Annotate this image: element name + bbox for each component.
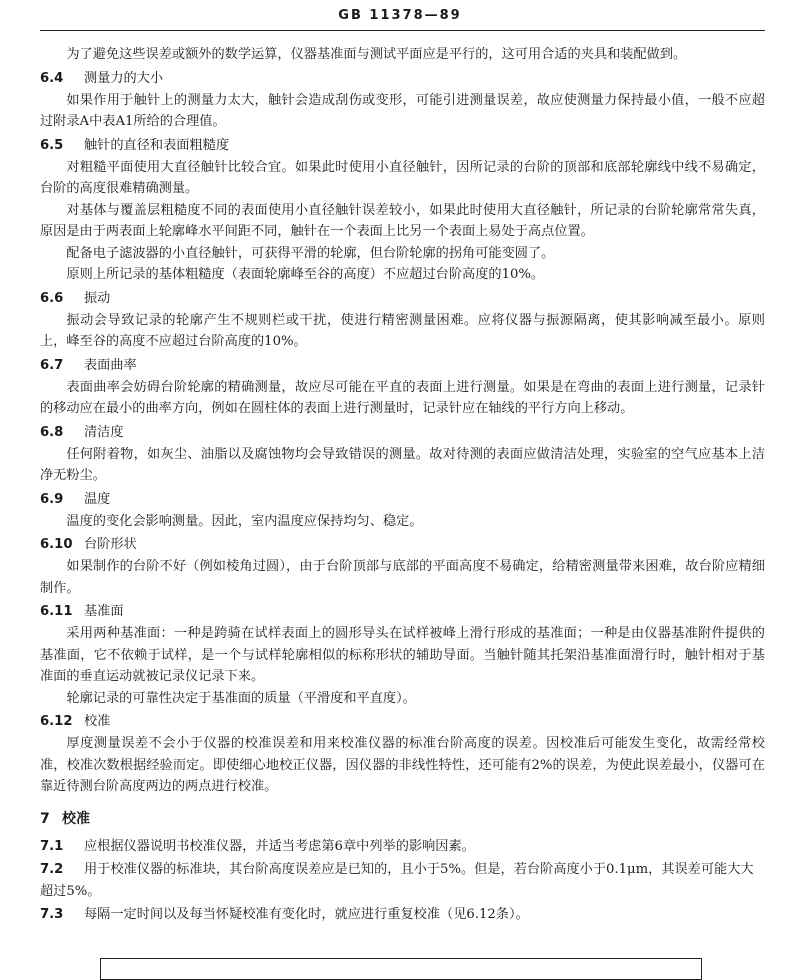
section-6-9 [40,489,765,533]
section-6-5 [40,135,765,286]
section-paragraph: 厚度测量误差不会小于仪器的校准误差和用来校准仪器的标准台阶高度的误差。因校准后可能发生变化，故需经常校准，校准次数根据经验而定。即使细心地校正仪器，因仪器的非线性特性，还可能有2%的误差，为使此误差最小，仪器可在靠近待测台阶高度两边的两点进行校准。 [40,736,765,794]
section-heading: 6.10 台阶形状 [40,537,137,552]
section-paragraph: 采用两种基准面：一种是跨骑在试样表面上的圆形导头在试样被峰上滑行形成的基准面；一种是由仪器基准附件提供的基准面，它不依赖于试样，是一个与试样轮廓相似的标称形状的辅助导面。当触针随其托架沿基准面滑行时，触针相对于基准面的垂直运动就被记录仪记录下来。 [40,626,765,684]
section-heading: 6.8 清洁度 [40,424,124,440]
section-paragraph: 如果作用于触针上的测量力太大，触针会造成刮伤或变形，可能引进测量误差，故应使测量力保持最小值，一般不应超过附录A中表A1所给的合理值。 [40,92,765,129]
section-paragraph: 温度的变化会影响测量。因此，室内温度应保持均匀、稳定。 [66,513,423,529]
section-paragraph: 表面曲率会妨碍台阶轮廓的精确测量，故应尽可能在平直的表面上进行测量。如果是在弯曲的表面上进行测量，记录针的移动应在最小的曲率方向，例如在圆柱体的表面上进行测量时，记录针应在轴线的平行方向上移动。 [40,379,765,416]
section-heading: 6.11 基准面 [40,604,124,619]
section-heading: 6.6 振动 [40,290,111,306]
chapter-heading: 7 校准 [40,810,90,827]
section-6-6 [40,288,765,353]
page-header: GB 11378—89 [338,8,462,23]
section-paragraph: 原则上所记录的基体粗糙度（表面轮廓峰至谷的高度）不应超过台阶高度的10%。 [66,267,545,282]
section-paragraph: 轮廓记录的可靠性决定于基准面的质量（平滑度和平直度）。 [66,690,416,706]
section-heading: 6.4 测量力的大小 [40,70,164,86]
footer-frame [100,958,702,980]
section-paragraph: 振动会导致记录的轮廓产生不规则栏或干扰，使进行精密测量困难。应将仪器与振源隔离，使其影响减至最小。原则上，峰至谷的高度不应超过台阶高度的10%。 [40,312,765,349]
clause-7-2: 7.2 用于校准仪器的标准块，其台阶高度误差应是已知的，且小于5%。但是，若台阶高度小于0.1μm，其误差可能大大超过5%。 [40,862,754,899]
clause-7-3: 7.3 每隔一定时间以及每当怀疑校准有变化时，就应进行重复校准（见6.12条）。 [40,907,529,922]
section-6-11 [40,601,765,709]
section-paragraph: 对粗糙平面使用大直径触针比较合宜。如果此时使用小直径触针，因所记录的台阶的顶部和底部轮廓线中线不易确定，台阶的高度很难精确测量。 [40,159,765,196]
clause-7-1: 7.1 应根据仪器说明书校准仪器，并适当考虑第6章中列举的影响因素。 [40,838,475,854]
section-6-8 [40,422,765,487]
section-6-10 [40,534,765,599]
section-heading: 6.5 触针的直径和表面粗糙度 [40,137,230,153]
intro-paragraph: 为了避免这些误差或额外的数学运算，仪器基准面与测试平面应是平行的，这可用合适的夹具和装配做到。 [66,47,687,62]
section-paragraph: 对基体与覆盖层粗糙度不同的表面使用小直径触针误差较小，如果此时使用大直径触针，所记录的台阶轮廓常常失真，原因是由于两表面上轮廓峰水平间距不同，触针在一个表面上比另一个表面上易处于高点位置。 [40,202,765,239]
section-6-12 [40,711,765,798]
section-heading: 6.9 温度 [40,491,111,507]
section-paragraph: 配备电子滤波器的小直径触针，可获得平滑的轮廓，但台阶轮廓的拐角可能变圆了。 [66,245,555,261]
section-6-4 [40,68,765,133]
header-rule [40,30,765,31]
chapter-7 [40,808,765,926]
section-heading: 6.7 表面曲率 [40,357,137,373]
section-paragraph: 如果制作的台阶不好（例如棱角过圆），由于台阶顶部与底部的平面高度不易确定，给精密测量带来困难，故台阶应精细制作。 [40,559,765,596]
section-6-7 [40,355,765,420]
section-paragraph: 任何附着物，如灰尘、油脂以及腐蚀物均会导致错误的测量。故对待测的表面应做清洁处理，实验室的空气应基本上洁净无粉尘。 [40,446,765,483]
section-heading: 6.12 校准 [40,714,111,729]
document-body [40,44,765,928]
